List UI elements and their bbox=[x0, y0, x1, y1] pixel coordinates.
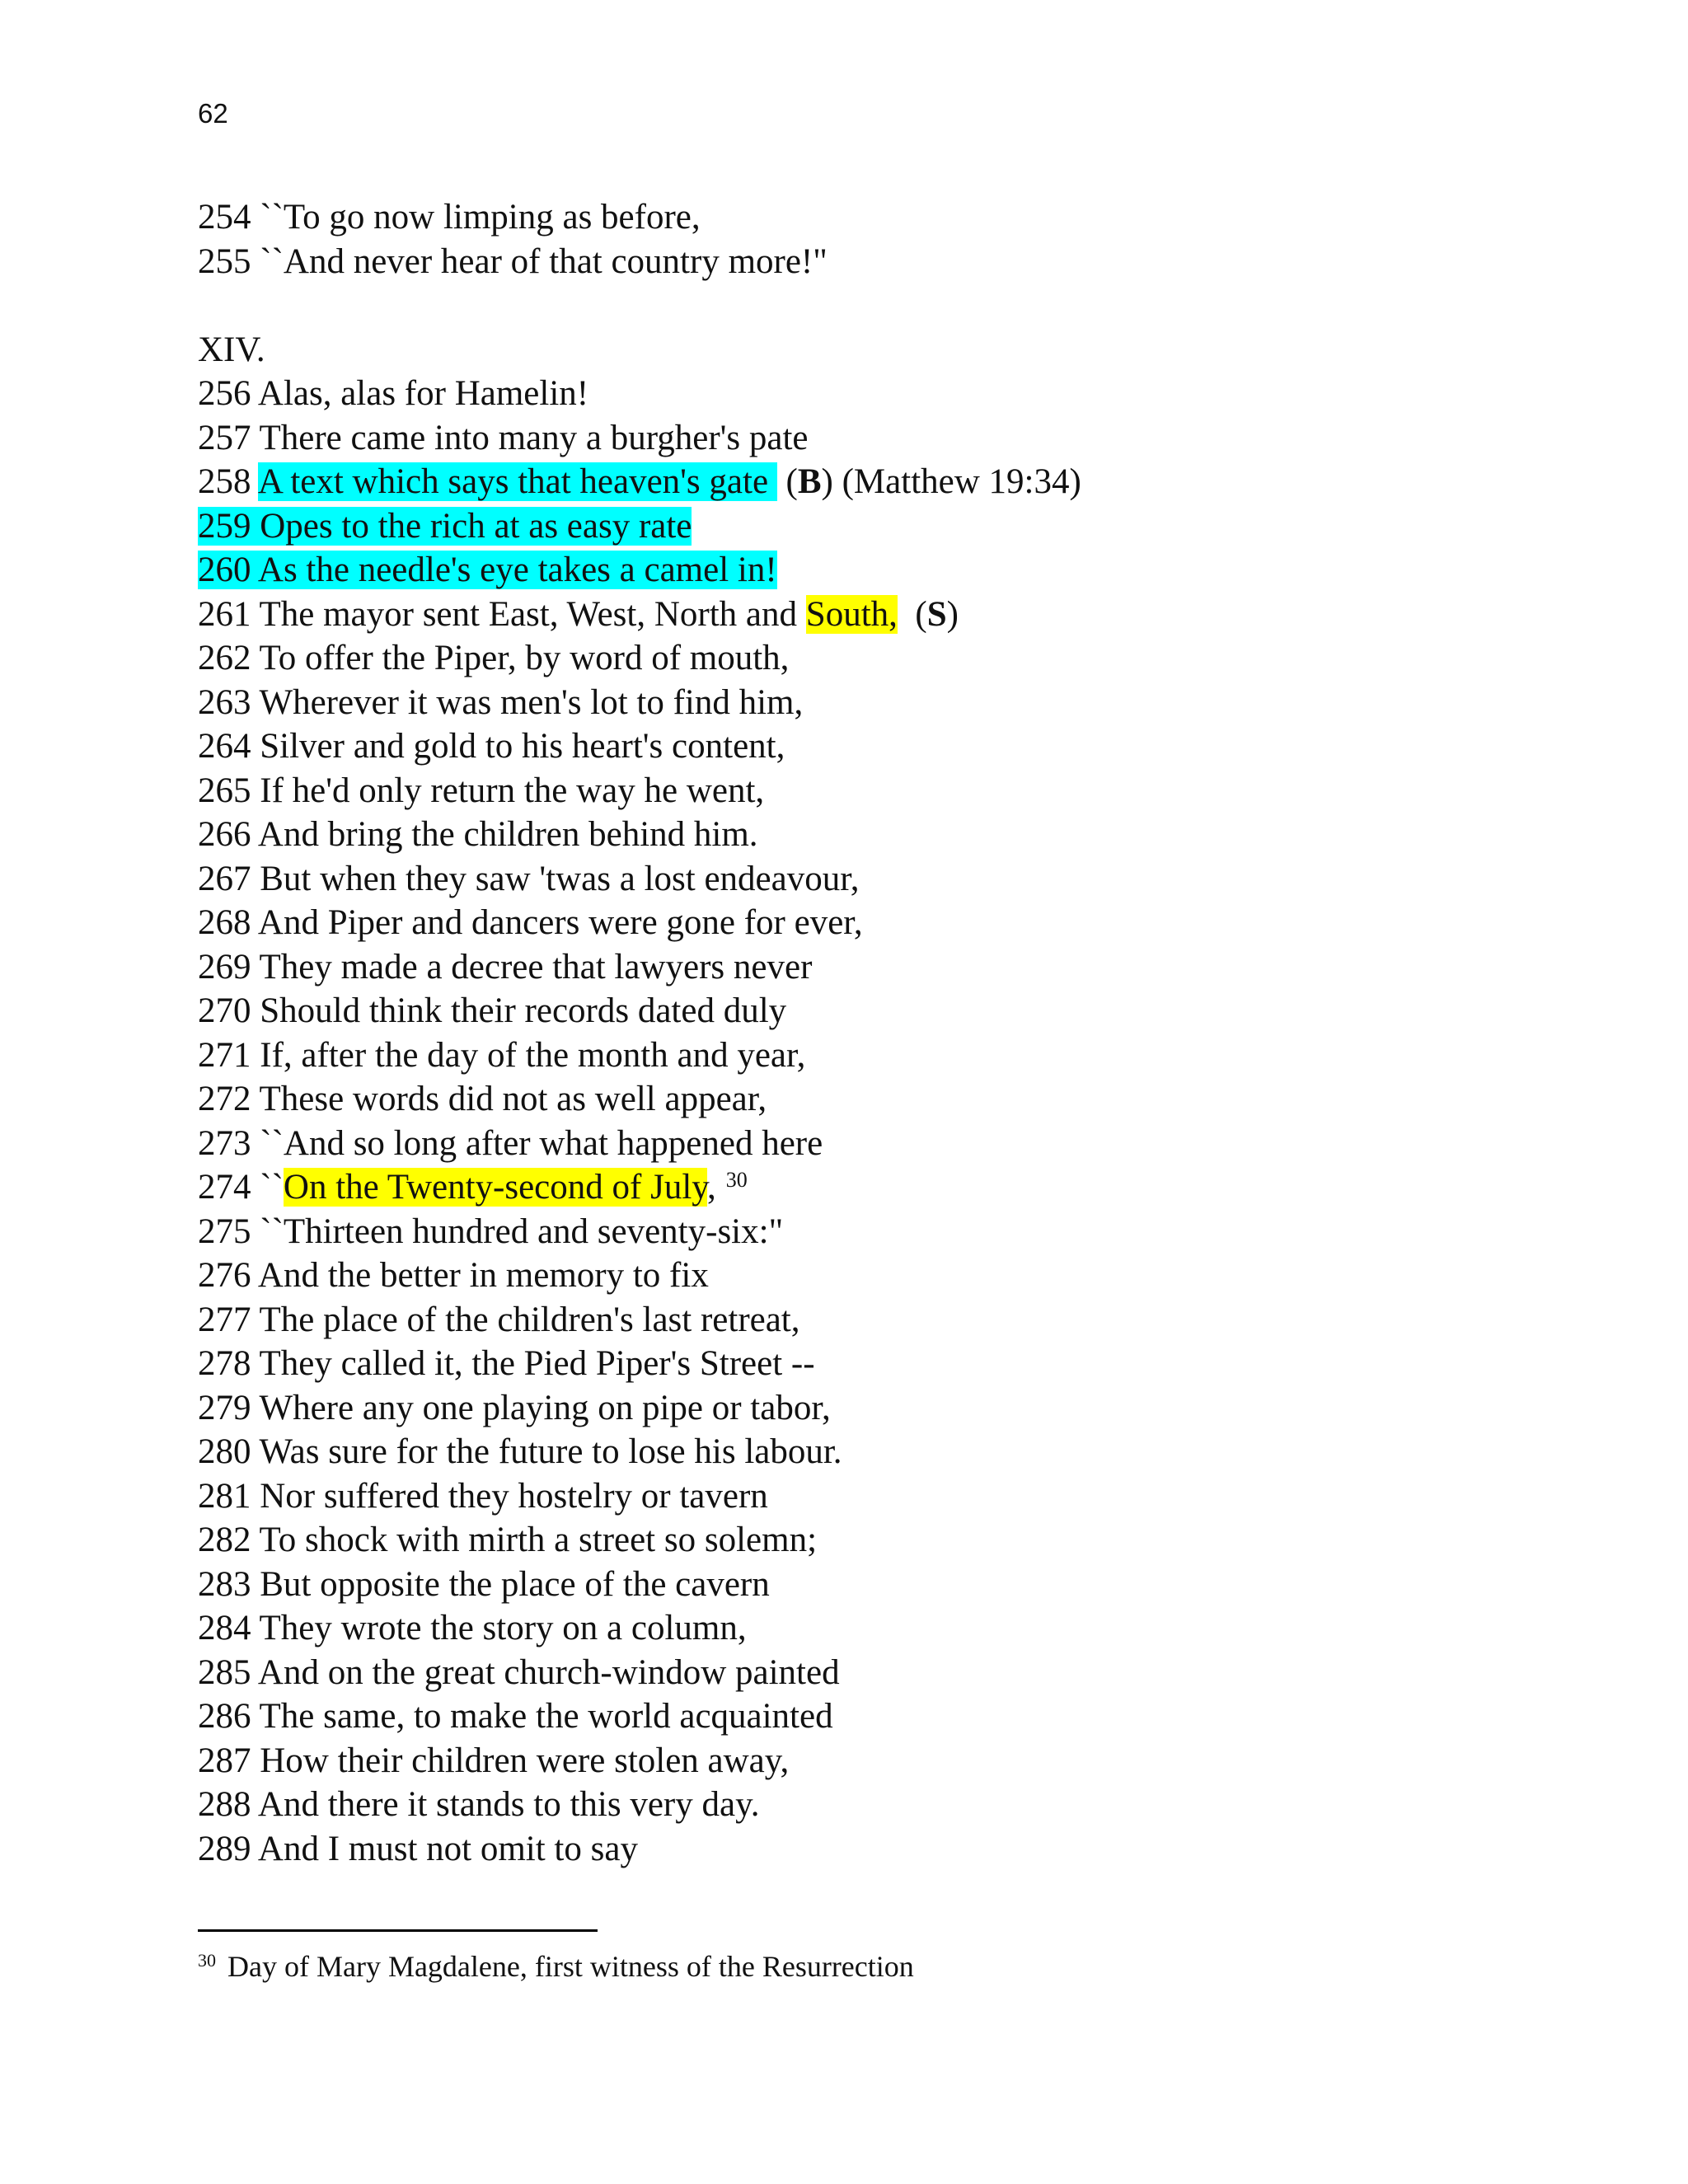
line-number: 284 bbox=[198, 1609, 251, 1647]
line-number: 262 bbox=[198, 639, 251, 677]
poem-line-277 bbox=[198, 1298, 1599, 1343]
poem-line-289 bbox=[198, 1827, 1599, 1872]
line-number: 277 bbox=[198, 1300, 251, 1339]
line-number: 255 bbox=[198, 241, 251, 281]
poem-line-284 bbox=[198, 1606, 1599, 1651]
paren: ( bbox=[897, 594, 927, 634]
bold-marker: S bbox=[926, 594, 947, 634]
poem-line-273 bbox=[198, 1122, 1599, 1166]
poem-line-280 bbox=[198, 1430, 1599, 1474]
line-number: 286 bbox=[198, 1697, 251, 1736]
line-number: 269 bbox=[198, 947, 251, 987]
line-text: Silver and gold to his heart's content, bbox=[260, 727, 785, 766]
poem-line-270 bbox=[198, 989, 1599, 1033]
line-number: 276 bbox=[198, 1256, 251, 1295]
line-number: 254 bbox=[198, 198, 251, 237]
poem-line-267 bbox=[198, 857, 1599, 902]
line-text: Wherever it was men's lot to find him, bbox=[259, 682, 804, 722]
line-text: They called it, the Pied Piper's Street -- bbox=[259, 1344, 815, 1383]
poem-line-286 bbox=[198, 1694, 1599, 1739]
line-text: The place of the children's last retreat, bbox=[259, 1300, 800, 1339]
footnote bbox=[198, 1948, 914, 1985]
line-text: How their children were stolen away, bbox=[260, 1741, 790, 1780]
line-text: To offer the Piper, by word of mouth, bbox=[259, 639, 790, 677]
line-number: 274 bbox=[198, 1168, 251, 1207]
line-text: Was sure for the future to lose his labour. bbox=[259, 1432, 842, 1471]
line-text: These words did not as well appear, bbox=[259, 1080, 767, 1118]
line-number: 263 bbox=[198, 682, 251, 722]
line-text: ``Thirteen hundred and seventy-six:" bbox=[260, 1212, 784, 1251]
line-text: If he'd only return the way he went, bbox=[260, 771, 765, 810]
poem-line-261 bbox=[198, 593, 1599, 637]
line-number: 257 bbox=[198, 418, 251, 457]
footnote-marker: 30 bbox=[198, 1950, 216, 1971]
line-text: ``And never hear of that country more!" bbox=[260, 241, 828, 281]
line-prefix: `` bbox=[260, 1168, 284, 1207]
line-text: Opes to the rich at as easy rate bbox=[260, 506, 692, 546]
line-number: 259 bbox=[198, 506, 251, 546]
page-number: 62 bbox=[198, 98, 228, 129]
poem-line-279 bbox=[198, 1386, 1599, 1431]
line-text: They made a decree that lawyers never bbox=[259, 947, 813, 987]
line-number: 279 bbox=[198, 1388, 251, 1427]
line-text: Nor suffered they hostelry or tavern bbox=[260, 1476, 768, 1516]
poem-line-263 bbox=[198, 681, 1599, 725]
poem-line-287 bbox=[198, 1739, 1599, 1783]
poem-line-276 bbox=[198, 1254, 1599, 1298]
line-number: 282 bbox=[198, 1521, 251, 1559]
line-text: To shock with mirth a street so solemn; bbox=[259, 1521, 818, 1559]
line-text: And I must not omit to say bbox=[257, 1829, 638, 1868]
poem-line-281 bbox=[198, 1474, 1599, 1519]
line-number: 283 bbox=[198, 1564, 251, 1604]
highlighted-text: A text which says that heaven's gate bbox=[257, 462, 777, 501]
scripture-reference: ) (Matthew 19:34) bbox=[821, 462, 1081, 501]
line-number: 256 bbox=[198, 374, 251, 413]
poem-line-268 bbox=[198, 901, 1599, 945]
poem-line-264 bbox=[198, 724, 1599, 769]
line-text: There came into many a burgher's pate bbox=[259, 418, 809, 457]
line-number: 271 bbox=[198, 1035, 251, 1075]
line-number: 270 bbox=[198, 991, 251, 1030]
highlighted-text: South, bbox=[805, 594, 898, 634]
poem-line-266 bbox=[198, 813, 1599, 857]
line-text: They wrote the story on a column, bbox=[259, 1609, 747, 1647]
line-text: Alas, alas for Hamelin! bbox=[257, 374, 589, 413]
line-number: 268 bbox=[198, 903, 251, 942]
line-number: 287 bbox=[198, 1741, 251, 1780]
poem-line-262 bbox=[198, 636, 1599, 681]
line-number: 264 bbox=[198, 727, 251, 766]
poem-line-259 bbox=[198, 504, 1599, 549]
line-number: 285 bbox=[198, 1652, 251, 1692]
line-text: Where any one playing on pipe or tabor, bbox=[259, 1388, 831, 1427]
poem-text bbox=[198, 195, 1599, 1871]
line-number: 266 bbox=[198, 815, 251, 854]
footnote-text: Day of Mary Magdalene, first witness of the Resurrection bbox=[227, 1950, 914, 1983]
poem-line-254 bbox=[198, 195, 1599, 240]
line-text: , bbox=[706, 1168, 716, 1207]
bold-marker: B bbox=[797, 462, 822, 501]
line-text: And there it stands to this very day. bbox=[257, 1785, 760, 1824]
poem-line-265 bbox=[198, 769, 1599, 813]
paren: ( bbox=[776, 462, 798, 501]
line-number: 278 bbox=[198, 1344, 251, 1383]
poem-line-255 bbox=[198, 240, 1599, 284]
line-number: 275 bbox=[198, 1212, 251, 1251]
poem-line-272 bbox=[198, 1077, 1599, 1122]
line-text: But when they saw 'twas a lost endeavour, bbox=[260, 859, 860, 898]
poem-line-288 bbox=[198, 1783, 1599, 1827]
line-number: 273 bbox=[198, 1123, 251, 1163]
line-number: 260 bbox=[198, 551, 251, 589]
line-text: But opposite the place of the cavern bbox=[260, 1564, 770, 1604]
poem-line-278 bbox=[198, 1342, 1599, 1386]
footnote-divider bbox=[198, 1929, 598, 1932]
poem-line-256 bbox=[198, 372, 1599, 416]
line-number: 258 bbox=[198, 462, 251, 501]
line-number: 267 bbox=[198, 859, 251, 898]
poem-line-257 bbox=[198, 416, 1599, 461]
line-number: 288 bbox=[198, 1785, 251, 1824]
line-text: ``And so long after what happened here bbox=[260, 1123, 823, 1163]
highlighted-text: On the Twenty-second of July bbox=[283, 1168, 707, 1207]
poem-line-269 bbox=[198, 945, 1599, 990]
poem-line-274 bbox=[198, 1165, 1599, 1210]
line-text: And the better in memory to fix bbox=[257, 1256, 709, 1295]
line-number: 261 bbox=[198, 594, 251, 634]
line-number: 281 bbox=[198, 1476, 251, 1516]
line-text: If, after the day of the month and year, bbox=[260, 1035, 806, 1075]
line-text: ``To go now limping as before, bbox=[260, 198, 701, 237]
line-number: 272 bbox=[198, 1080, 251, 1118]
line-number: 280 bbox=[198, 1432, 251, 1471]
line-text: And Piper and dancers were gone for ever, bbox=[257, 903, 863, 942]
highlighted-line bbox=[198, 507, 692, 546]
paren: ) bbox=[946, 594, 959, 634]
line-number: 265 bbox=[198, 771, 251, 810]
poem-line-282 bbox=[198, 1518, 1599, 1563]
stanza-break bbox=[198, 284, 1599, 328]
footnote-reference: 30 bbox=[725, 1168, 748, 1192]
line-text: The mayor sent East, West, North and bbox=[259, 594, 806, 634]
poem-line-258 bbox=[198, 460, 1599, 504]
poem-line-260 bbox=[198, 548, 1599, 593]
section-heading: XIV. bbox=[198, 330, 265, 369]
line-number: 289 bbox=[198, 1829, 251, 1868]
highlighted-line bbox=[198, 551, 777, 589]
line-text: As the needle's eye takes a camel in! bbox=[257, 551, 777, 589]
line-text: Should think their records dated duly bbox=[260, 991, 787, 1030]
poem-line-271 bbox=[198, 1033, 1599, 1078]
line-text: The same, to make the world acquainted bbox=[259, 1697, 833, 1736]
poem-line-285 bbox=[198, 1651, 1599, 1695]
poem-line-283 bbox=[198, 1563, 1599, 1607]
line-text: And on the great church-window painted bbox=[257, 1652, 840, 1692]
poem-line-275 bbox=[198, 1210, 1599, 1254]
line-text: And bring the children behind him. bbox=[257, 815, 758, 854]
